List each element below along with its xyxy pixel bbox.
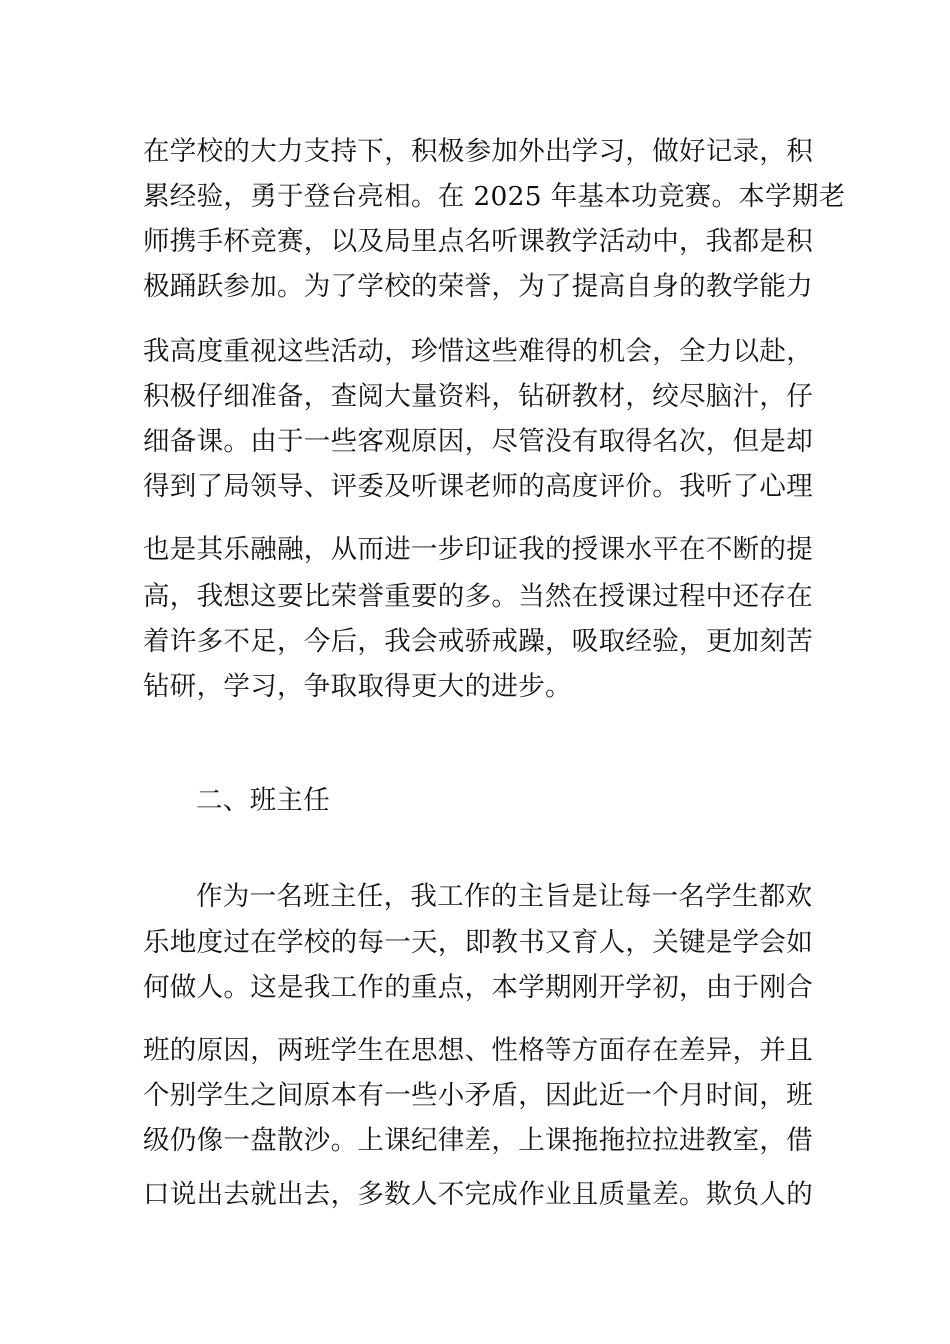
paragraph-2-line-3: 何做人。这是我工作的重点，本学期刚开学初，由于刚合 (143, 972, 813, 1003)
paragraph-1-line-5: 我高度重视这些活动，珍惜这些难得的机会，全力以赴， (143, 336, 813, 367)
paragraph-1-line-9: 也是其乐融融，从而进一步印证我的授课水平在不断的提 (143, 534, 813, 565)
paragraph-1-line-7: 细备课。由于一些客观原因，尽管没有取得名次，但是却 (143, 426, 813, 457)
paragraph-2-line-4: 班的原因，两班学生在思想、性格等方面存在差异，并且 (143, 1035, 813, 1066)
paragraph-1-line-11: 着许多不足，今后，我会戒骄戒躁，吸取经验，更加刻苦 (143, 626, 813, 657)
paragraph-1-line-4: 极踊跃参加。为了学校的荣誉，为了提高自身的教学能力 (143, 271, 813, 302)
section-heading: 二、班主任 (196, 785, 330, 816)
paragraph-1-line-10: 高，我想这要比荣誉重要的多。当然在授课过程中还存在 (143, 581, 813, 612)
paragraph-2-line-6: 级仍像一盘散沙。上课纪律差，上课拖拖拉拉进教室，借 (143, 1125, 813, 1156)
paragraph-1-line-8: 得到了局领导、评委及听课老师的高度评价。我听了心理 (143, 471, 813, 502)
paragraph-2-line-1: 作为一名班主任，我工作的主旨是让每一名学生都欢 (196, 881, 813, 912)
paragraph-2-line-5: 个别学生之间原本有一些小矛盾，因此近一个月时间，班 (143, 1080, 813, 1111)
paragraph-1-line-6: 积极仔细准备，查阅大量资料，钻研教材，绞尽脑汁，仔 (143, 381, 813, 412)
paragraph-1-line-12: 钻研，学习，争取取得更大的进步。 (143, 671, 572, 702)
paragraph-1-line-3: 师携手杯竞赛，以及局里点名听课教学活动中，我都是积 (143, 226, 813, 257)
paragraph-1-line-2: 累经验，勇于登台亮相。在 2025 年基本功竞赛。本学期老 (143, 181, 846, 212)
paragraph-2-line-2: 乐地度过在学校的每一天，即教书又育人，关键是学会如 (143, 927, 813, 958)
paragraph-1-line-1: 在学校的大力支持下，积极参加外出学习，做好记录，积 (143, 136, 813, 167)
paragraph-2-line-7: 口说出去就出去，多数人不完成作业且质量差。欺负人的 (143, 1179, 813, 1210)
